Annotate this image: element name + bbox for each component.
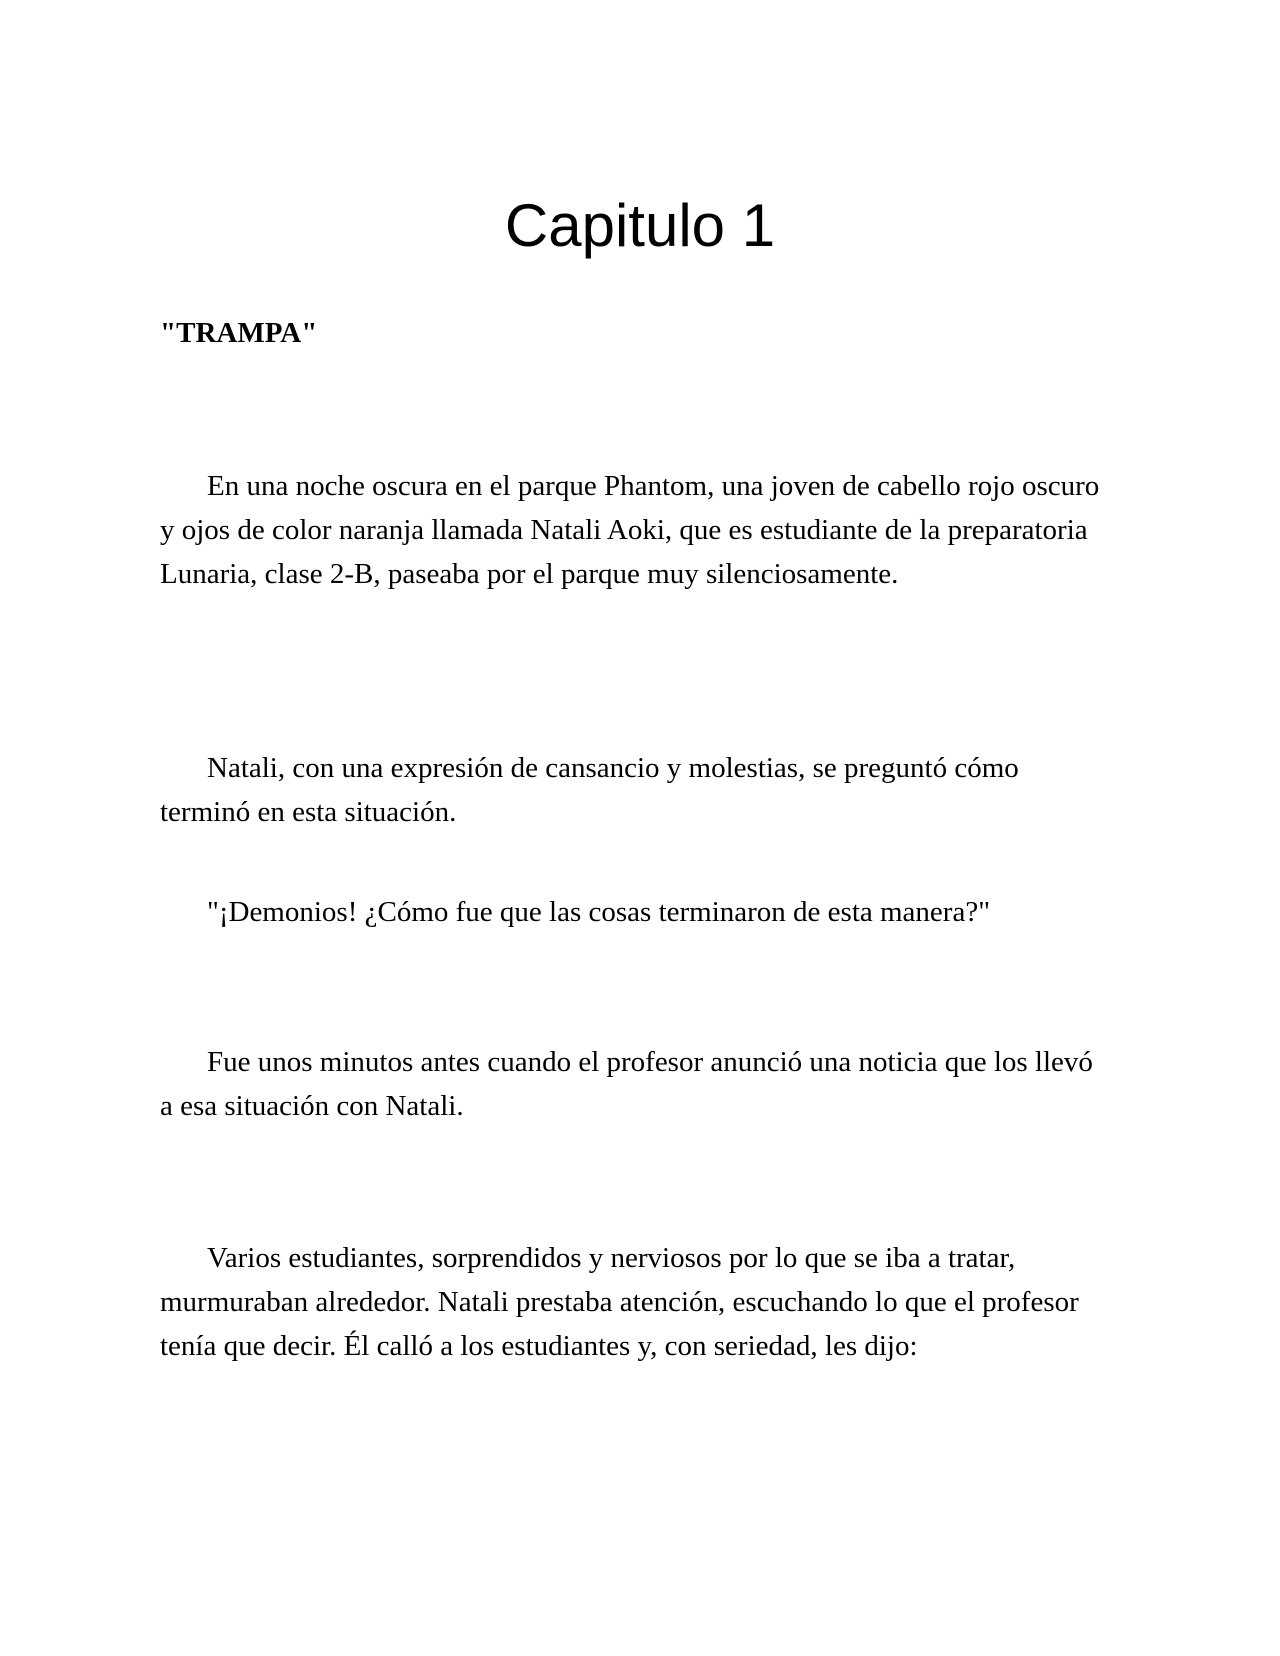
paragraph-4: Fue unos minutos antes cuando el profesor anunció una noticia que los llevó a esa situación con Natali. — [160, 1046, 1093, 1122]
paragraph-5: Varios estudiantes, sorprendidos y nerviosos por lo que se iba a tratar, murmuraban alrededor. Natali prestaba atención, escuchando lo que el profesor tenía que decir. Él calló a los estudiantes y, con seriedad, les dijo: — [160, 1242, 1079, 1362]
paragraph-1: En una noche oscura en el parque Phantom, una joven de cabello rojo oscuro y ojos de color naranja llamada Natali Aoki, que es estudiante de la preparatoria Lunaria, clase 2-B, paseaba por el parque muy silenciosamente. — [160, 470, 1100, 590]
paragraph-2: Natali, con una expresión de cansancio y molestias, se preguntó cómo terminó en esta situación. — [160, 752, 1019, 828]
chapter-title: Capitulo 1 — [504, 192, 776, 259]
chapter-subtitle: "TRAMPA" — [160, 317, 318, 349]
paragraph-3-dialogue: "¡Demonios! ¿Cómo fue que las cosas terminaron de esta manera?" — [207, 896, 991, 928]
